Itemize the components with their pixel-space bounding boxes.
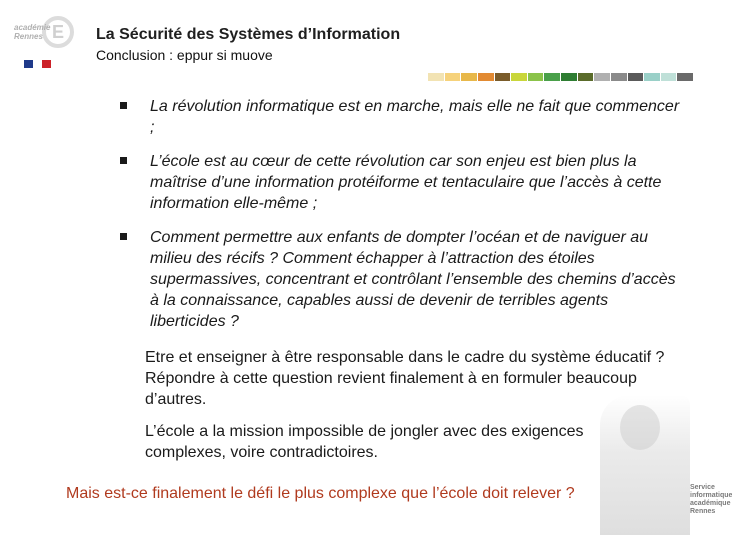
page-title: La Sécurité des Systèmes d’Information [96, 26, 401, 43]
square-bullet-icon [120, 102, 127, 109]
color-bar-segment [445, 73, 461, 81]
color-bar-segment [561, 73, 577, 81]
french-flag-icon [24, 60, 51, 68]
paragraph-mission: L’école a la mission impossible de jongler avec des exigences complexes, voire contradictoires. [145, 423, 584, 461]
photo-person-silhouette [620, 405, 660, 450]
bullet-item [120, 227, 680, 332]
color-bar-segment [661, 73, 677, 81]
flag-red [42, 60, 51, 68]
color-bar-segment [611, 73, 627, 81]
square-bullet-icon [120, 233, 127, 240]
color-bar-segment [478, 73, 494, 81]
closing-question: Mais est-ce finalement le défi le plus complexe que l’école doit relever ? [66, 485, 575, 502]
bullet-item [120, 96, 680, 138]
bullet-text: Comment permettre aux enfants de dompter l’océan et de naviguer au milieu des récifs ? Comment échapper à l’attraction des étoiles supermassives, concentrant et contrôlant l’ensemble des chemins d’accès à la connaissance, capables aussi de devenir de terribles agents liberticides ? [150, 229, 676, 330]
color-bar-segment [528, 73, 544, 81]
color-bar-segment [644, 73, 660, 81]
service-logo-text: Service informatique académique Rennes [690, 484, 732, 515]
flag-white [33, 60, 42, 68]
paragraph-responsibility: Etre et enseigner à être responsable dans le cadre du système éducatif ? Répondre à cette question revient finalement à en formuler beaucoup d’autres. [145, 349, 665, 408]
color-bar-segment [461, 73, 477, 81]
color-bar-segment [428, 73, 444, 81]
logo-text: académie Rennes [14, 23, 51, 41]
decorative-color-bar [428, 73, 693, 81]
color-bar-segment [594, 73, 610, 81]
page-subtitle: Conclusion : eppur si muove [96, 47, 273, 63]
color-bar-segment [628, 73, 644, 81]
square-bullet-icon [120, 157, 127, 164]
academie-logo [6, 14, 76, 70]
color-bar-segment [495, 73, 511, 81]
bullet-list [120, 96, 680, 345]
color-bar-segment [578, 73, 594, 81]
color-bar-segment [544, 73, 560, 81]
flag-blue [24, 60, 33, 68]
color-bar-segment [677, 73, 693, 81]
color-bar-segment [511, 73, 527, 81]
logo-e-icon: E [52, 22, 65, 42]
bullet-item [120, 151, 680, 214]
bullet-text: L’école est au cœur de cette révolution car son enjeu est bien plus la maîtrise d’une information protéiforme et tentaculaire que l’accès à cette information elle-même ; [150, 153, 662, 212]
bullet-text: La révolution informatique est en marche, mais elle ne fait que commencer ; [150, 98, 680, 136]
